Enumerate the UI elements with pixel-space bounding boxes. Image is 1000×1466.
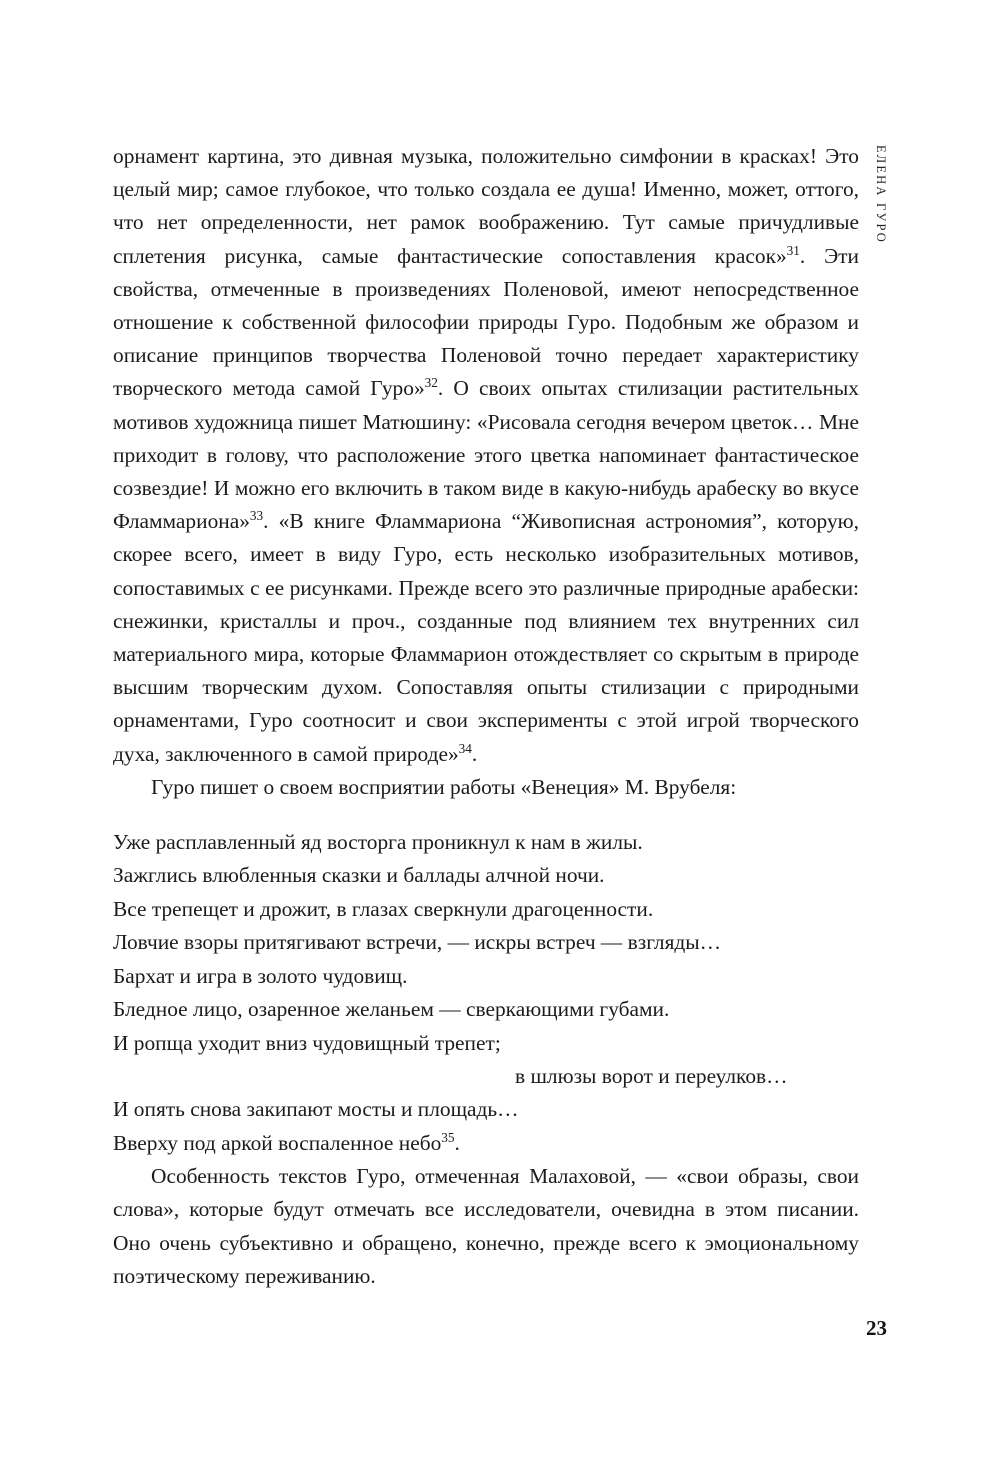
running-head: ЕЛЕНА ГУРО [874,145,888,244]
verse-block [113,826,859,1160]
verse-line: Бархат и игра в золото чудовищ. [113,963,408,988]
verse-line-text: Вверху под аркой воспаленное небо [113,1130,442,1155]
verse-line-tail: . [454,1130,460,1155]
verse-line: Уже расплавленный яд восторга проникнул к нам в жилы. [113,830,643,855]
verse-line: Все трепещет и дрожит, в глазах сверкнули драгоценности. [113,896,654,921]
verse-line: Зажглись влюбленныя сказки и баллады алчной ночи. [113,863,605,888]
paragraph-intro-quote: Гуро пишет о своем восприятии работы «Венеция» М. Врубеля: [151,774,737,799]
verse-line: И ропща уходит вниз чудовищный трепет; [113,1030,501,1055]
paragraph-segment: . [471,741,478,766]
paragraph-closing: Особенность текстов Гуро, отмеченная Малаховой, — «свои образы, свои слова», которые будут отмечать все исследователи, очевидна в этом писании. Оно очень субъективно и обращено, конечно, прежде всего к эмоциональному поэтическому переживанию. [113,1164,859,1288]
verse-line-indented: в шлюзы ворот и переулков… [515,1063,788,1088]
verse-line: И опять снова закипают мосты и площадь… [113,1097,519,1122]
paragraph-segment: . Эти свойства, отмеченные в произведениях Поленовой, имеют непосредственное отношение к собственной философии природы Гуро. Подобным же образом и описание принципов творчества Поленовой точно передает характеристику творческого метода самой Гуро» [113,243,859,401]
footnote-ref-34: 34 [458,740,472,756]
verse-line: Бледное лицо, озаренное желаньем — сверкающими губами. [113,997,670,1022]
verse-line: Ловчие взоры притягивают встречи, — искры встреч — взгляды… [113,930,722,955]
paragraph-segment: орнамент картина, это дивная музыка, положительно симфонии в красках! Это целый мир; самое глубокое, что только создала ее душа! Именно, может, оттого, что нет определенности, нет рамок воображению. Тут самые причудливые сплетения рисунка, самые фантастические сопоставления красок» [113,144,859,268]
verse-line-last [113,1127,859,1160]
paragraph-segment: . О своих опытах стилизации растительных мотивов художница пишет Матюшину: «Рисовала сегодня вечером цветок… Мне приходит в голову, что расположение этого цветка напоминает фантастическое созвездие! И можно его включить в таком виде в какую-нибудь арабеску во вкусе Фламмариона» [113,376,859,534]
footnote-ref-32: 32 [424,375,438,391]
text-column [113,140,859,1293]
paragraph-segment: . «В книге Фламмариона “Живописная астрономия”, которую, скорее всего, имеет в виду Гуро, есть несколько изобразительных мотивов, сопоставимых с ее рисунками. Прежде всего это различные природные арабески: снежинки, кристаллы и проч., созданные под влиянием тех внутренних сил материального мира, которые Фламмарион отождествляет со скрытым в природе высшим творческим духом. Сопоставляя опыты стилизации с природными орнаментами, Гуро соотносит и свои эксперименты с этой игрой творческого духа, заключенного в самой природе» [113,509,859,766]
footnote-ref-33: 33 [249,508,264,524]
footnote-ref-35: 35 [441,1129,455,1145]
paragraph-main [113,140,859,771]
footnote-ref-31: 31 [786,242,800,258]
page-number: 23 [866,1316,887,1340]
